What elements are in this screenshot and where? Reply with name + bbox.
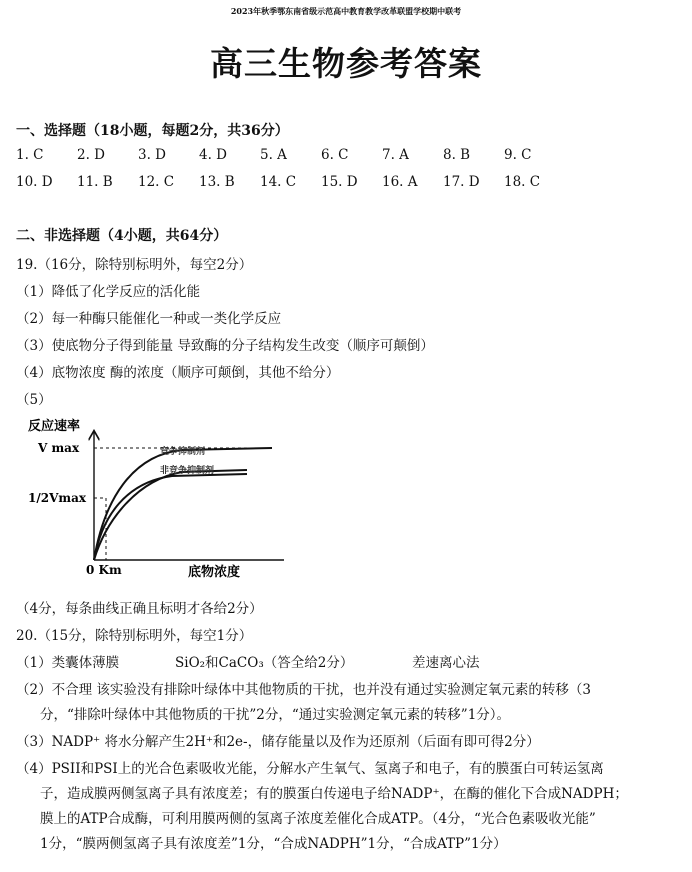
answer-item: 9. C bbox=[504, 147, 532, 163]
section1-heading: 一、选择题（18小题，每题2分，共36分） bbox=[16, 123, 289, 139]
q20-answer-4-line2: 子，造成膜两侧氢离子具有浓度差；有的膜蛋白传递电子给NADP⁺，在酶的催化下合成NADPH； bbox=[40, 786, 628, 802]
answer-item: 7. A bbox=[382, 147, 409, 163]
curve-noncompetitive bbox=[94, 474, 247, 560]
curve-competitive bbox=[94, 470, 247, 560]
q20-answer-4-line3: 膜上的ATP合成酶，可利用膜两侧的氢离子浓度差催化合成ATP。（4分，“光合色素吸收光能” bbox=[40, 811, 596, 827]
answer-item: 5. A bbox=[260, 147, 287, 163]
answer-item: 12. C bbox=[138, 174, 175, 190]
document-title: 高三生物参考答案 bbox=[210, 44, 482, 83]
answer-item: 14. C bbox=[260, 174, 297, 190]
answer-item: 3. D bbox=[138, 147, 166, 163]
x-axis-label: 底物浓度 bbox=[188, 565, 241, 580]
q20-answer-3: （3）NADP⁺ 将水分解产生2H⁺和2e-，储存能量以及作为还原剂（后面有即可得2分） bbox=[16, 734, 540, 750]
y-axis-label: 反应速率 bbox=[28, 419, 81, 434]
q20-answer-1-part2: SiO₂和CaCO₃（答全给2分） bbox=[175, 655, 354, 671]
vmax-label: V max bbox=[38, 441, 80, 455]
answer-item: 8. B bbox=[443, 147, 471, 163]
answer-item: 15. D bbox=[321, 174, 358, 190]
answer-item: 6. C bbox=[321, 147, 349, 163]
q20-answer-2-line1: （2）不合理 该实验没有排除叶绿体中其他物质的干扰，也并没有通过实验测定氧元素的转移（3 bbox=[16, 682, 591, 698]
answer-item: 17. D bbox=[443, 174, 480, 190]
answer-item: 4. D bbox=[199, 147, 227, 163]
answer-item: 1. C bbox=[16, 147, 44, 163]
q20-answer-2-line2: 分，“排除叶绿体中其他物质的干扰”2分，“通过实验测定氧元素的转移”1分）。 bbox=[40, 707, 511, 723]
enzyme-kinetics-figure bbox=[22, 410, 292, 588]
curve-label-mid: 非竞争抑制剂 bbox=[160, 466, 215, 476]
q19-answer-4: （4）底物浓度 酶的浓度（顺序可颠倒，其他不给分） bbox=[16, 365, 340, 381]
answer-row-2 bbox=[16, 174, 565, 190]
answer-item: 13. B bbox=[199, 174, 235, 190]
q19-note: （4分，每条曲线正确且标明才各给2分） bbox=[16, 601, 263, 617]
q20-answer-1-part1: （1）类囊体薄膜 bbox=[16, 655, 120, 671]
q20-answer-4-line4: 1分，“膜两侧氢离子具有浓度差”1分，“合成NADPH”1分，“合成ATP”1分） bbox=[40, 836, 507, 852]
q20-header: 20.（15分，除特别标明外，每空1分） bbox=[16, 628, 253, 644]
curve-label-top: 竞争抑制剂 bbox=[160, 447, 206, 457]
q19-answer-2: （2）每一种酶只能催化一种或一类化学反应 bbox=[16, 311, 282, 327]
origin-km-label: 0 Km bbox=[86, 563, 122, 577]
q20-answer-4-line1: （4）PSII和PSI上的光合色素吸收光能，分解水产生氧气、氢离子和电子，有的膜蛋白可转运氢离 bbox=[16, 761, 604, 777]
q19-answer-1: （1）降低了化学反应的活化能 bbox=[16, 284, 201, 300]
q20-answer-1-part3: 差速离心法 bbox=[412, 655, 480, 671]
half-vmax-label: 1/2Vmax bbox=[28, 491, 87, 505]
answer-row-1 bbox=[16, 147, 565, 163]
answer-item: 11. B bbox=[77, 174, 113, 190]
q19-answer-3: （3）使底物分子得到能量 导致酶的分子结构发生改变（顺序可颠倒） bbox=[16, 338, 434, 354]
answer-item: 18. C bbox=[504, 174, 541, 190]
curve-no-inhibitor bbox=[94, 448, 272, 560]
exam-header: 2023年秋季鄂东南省级示范高中教育教学改革联盟学校期中联考 bbox=[230, 6, 462, 16]
answer-item: 16. A bbox=[382, 174, 418, 190]
answer-item: 10. D bbox=[16, 174, 53, 190]
q19-header: 19.（16分，除特别标明外，每空2分） bbox=[16, 257, 253, 273]
section2-heading: 二、非选择题（4小题，共64分） bbox=[16, 228, 228, 244]
q19-answer-5: （5） bbox=[16, 392, 52, 408]
answer-item: 2. D bbox=[77, 147, 105, 163]
